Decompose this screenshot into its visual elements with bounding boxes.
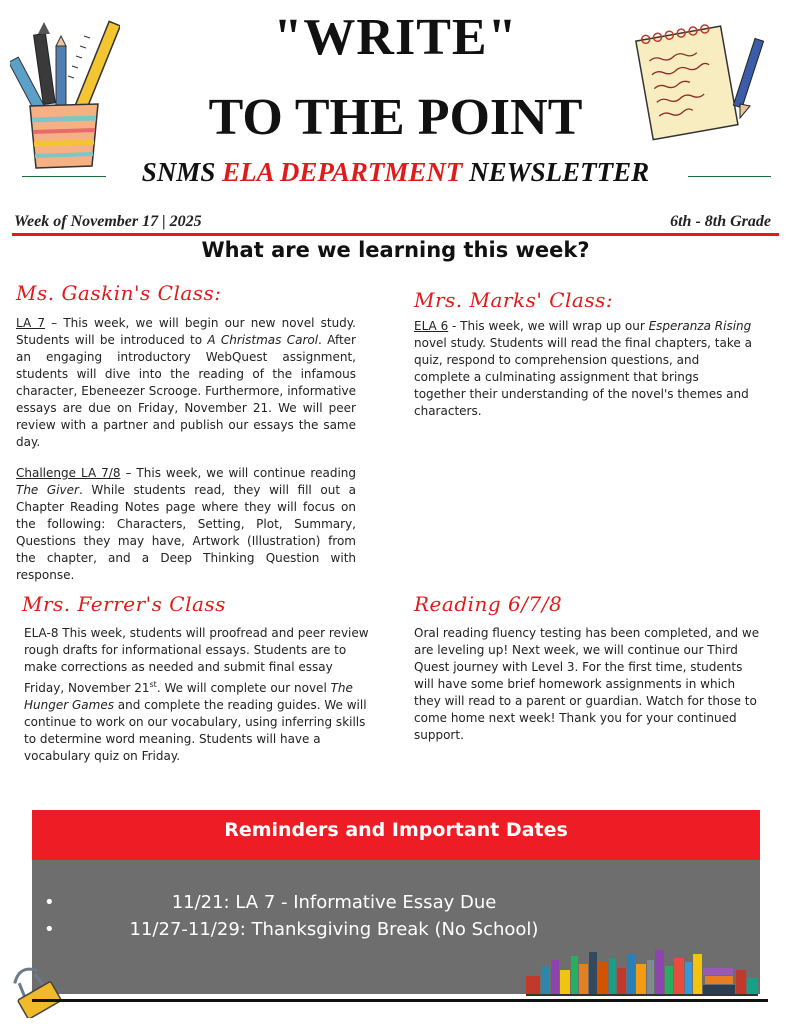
ferrer-book: The Hunger Games xyxy=(24,681,353,712)
reading-heading: Reading 6/7/8 xyxy=(414,592,563,616)
newsletter-subtitle xyxy=(0,154,791,190)
gaskin-challenge-book: The Giver xyxy=(16,483,79,497)
bullet-icon: • xyxy=(44,892,55,913)
newsletter-title-line1: "WRITE" xyxy=(273,9,518,66)
marks-heading: Mrs. Marks' Class: xyxy=(414,288,614,312)
gaskin-challenge-course: Challenge LA 7/8 xyxy=(16,466,121,480)
grade-range: 6th - 8th Grade xyxy=(670,213,771,230)
gaskin-la7-text-b: . After an engaging introductory WebQuest assignment, students will dive into the reading of the infamous character, Ebeneezer Scrooge. Furthermore, informative essays are due on Friday, November 21. We will peer review with a partner and publish our essays the same day. xyxy=(16,333,356,449)
bottom-rule xyxy=(32,999,768,1002)
subtitle-department: ELA DEPARTMENT xyxy=(222,157,463,187)
marks-book: Esperanza Rising xyxy=(648,319,752,333)
ferrer-paragraph xyxy=(24,625,372,765)
reminder-text: 11/27-11/29: Thanksgiving Break (No School) xyxy=(129,919,539,940)
subtitle-school: SNMS xyxy=(141,157,223,187)
ferrer-text-a: ELA-8 This week, students will proofread and peer review rough drafts for informational essays. Students are to make corrections as needed and submit final essay Friday, November 21 xyxy=(24,626,369,695)
marks-text-a: - This week, we will wrap up our xyxy=(448,319,649,333)
gaskin-la7-paragraph xyxy=(16,315,356,451)
gaskin-challenge-paragraph xyxy=(16,465,356,584)
gaskin-challenge-text-b: . While students read, they will fill out a Chapter Reading Notes page where they will focus on the following: Characters, Setting, Plot, Summary, Questions they may have, Artwork (Illustration) from the chapter, and a Deep Thinking Question with response. xyxy=(16,483,356,582)
reminders-heading: Reminders and Important Dates xyxy=(32,810,760,860)
reading-paragraph: Oral reading fluency testing has been completed, and we are leveling up! Next week, we will continue our Third Quest journey with Level 3. For the first time, students will have some brief homework assignments in which they will read to a parent or guardian. Watch for those to come home next week! Thank you for your continued support. xyxy=(414,626,760,742)
section-question: What are we learning this week? xyxy=(201,238,590,262)
newsletter-title-line2: TO THE POINT xyxy=(208,89,583,146)
binder-clip-icon xyxy=(10,966,64,1018)
reminder-text: 11/21: LA 7 - Informative Essay Due xyxy=(171,892,497,913)
marks-paragraph xyxy=(414,318,754,420)
week-date: Week of November 17 | 2025 xyxy=(14,213,202,230)
gaskin-la7-book: A Christmas Carol xyxy=(207,333,319,347)
gaskin-la7-course: LA 7 xyxy=(16,316,45,330)
ferrer-heading: Mrs. Ferrer's Class xyxy=(22,592,226,616)
marks-text-b: novel study. Students will read the final chapters, take a quiz, respond to comprehension questions, and complete a culminating assignment that brings together their understanding of the novel's themes and characters. xyxy=(414,336,752,418)
gaskin-la7-text-a: – This week, we will begin our new novel study. Students will be introduced to xyxy=(16,316,356,347)
marks-course: ELA 6 xyxy=(414,319,449,333)
ferrer-text-b: . We will complete our novel xyxy=(156,681,331,695)
gaskin-heading: Ms. Gaskin's Class: xyxy=(16,281,222,305)
book-stack-illustration xyxy=(524,940,760,996)
subtitle-newsletter: NEWSLETTER xyxy=(462,157,650,187)
header-rule xyxy=(12,233,779,236)
ferrer-superscript: st xyxy=(149,680,157,689)
bullet-icon: • xyxy=(44,919,55,940)
ferrer-text-c: and complete the reading guides. We will continue to work on our vocabulary, using inferring skills to determine word meaning. Students will have a vocabulary quiz on Friday. xyxy=(24,698,367,763)
gaskin-challenge-text-a: – This week, we will continue reading xyxy=(120,466,356,480)
